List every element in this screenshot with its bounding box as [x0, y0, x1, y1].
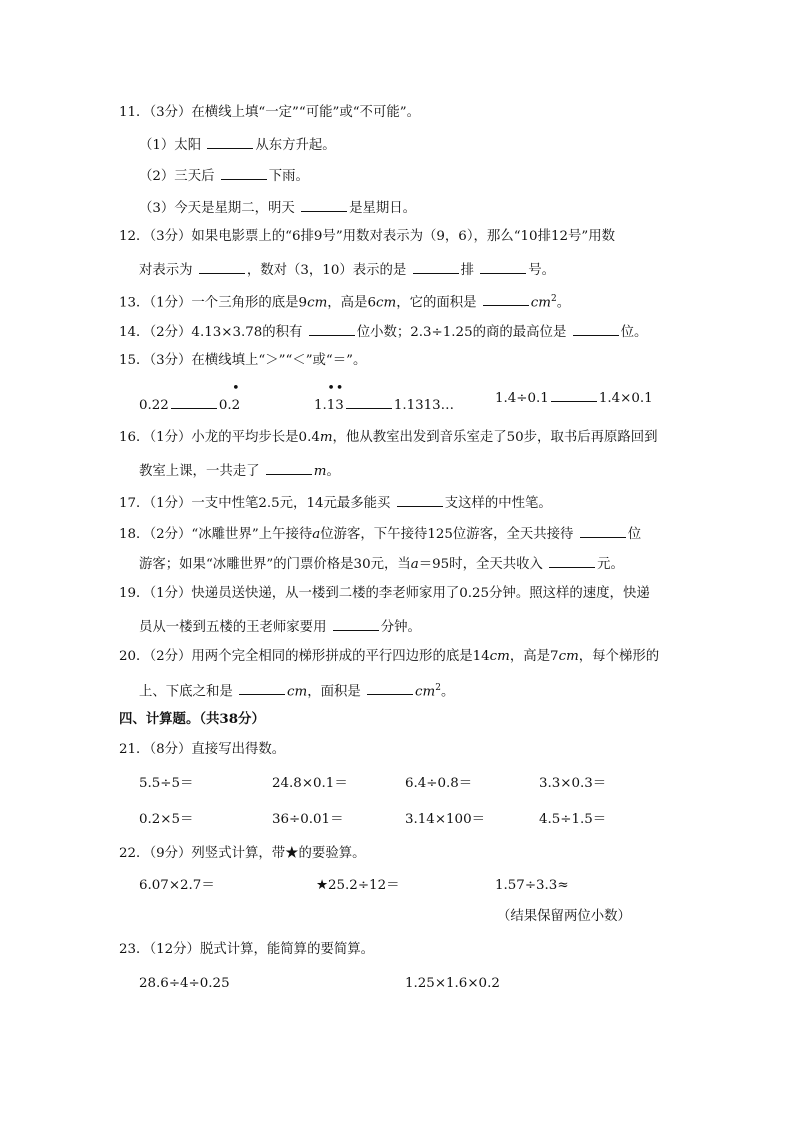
question-12-line-2	[139, 259, 555, 280]
question-18-line-1	[119, 523, 641, 544]
c2-repeat: 13	[326, 398, 344, 413]
question-21-stem: 21．（8分）直接写出得数。	[119, 742, 286, 757]
answer-blank[interactable]	[346, 394, 392, 409]
unit-cm: cm	[489, 649, 510, 664]
c1-left: 0.22	[139, 398, 169, 413]
question-20-line-2	[139, 679, 454, 701]
variable-a: a	[410, 557, 419, 572]
unit-m: m	[319, 430, 333, 445]
question-11-part-1	[139, 134, 336, 155]
question-19-line-1: 19．（1分）快递员送快递，从一楼到二楼的李老师家用了0.25分钟。照这样的速度，快递	[119, 586, 650, 601]
vertical-calc-item: 6.07×2.7＝	[139, 878, 215, 893]
q13-end: 。	[556, 295, 571, 311]
answer-blank[interactable]	[413, 259, 459, 274]
repeating-digits	[231, 381, 241, 415]
q18-text-c: 位	[627, 527, 642, 542]
question-16-line-2	[139, 460, 340, 481]
mental-calc-item: 6.4÷0.8＝	[405, 776, 473, 791]
answer-blank[interactable]	[480, 259, 526, 274]
vertical-calc-text: 25.2÷12＝	[328, 878, 400, 893]
q20-end: 。	[440, 684, 455, 700]
compare-1	[139, 381, 241, 415]
vertical-calc-item: 1.57÷3.3≈	[495, 878, 569, 893]
q20-text-d: 上、下底之和是	[139, 684, 237, 700]
q12-text-d: 号。	[528, 263, 555, 278]
answer-blank[interactable]	[207, 134, 253, 149]
question-16-line-1	[119, 429, 658, 447]
question-11-part-2	[139, 165, 309, 186]
answer-blank[interactable]	[549, 553, 595, 568]
question-11-part-3	[139, 197, 416, 218]
question-18-line-2	[139, 553, 624, 574]
unit-cm: cm	[530, 295, 551, 311]
answer-blank[interactable]	[199, 259, 245, 274]
mental-calc-item: 3.14×100＝	[405, 812, 485, 827]
answer-blank[interactable]	[301, 197, 347, 212]
unit-cm: cm	[307, 295, 328, 311]
mental-calc-item: 3.3×0.3＝	[539, 776, 607, 791]
q11-p1-end: 从东方升起。	[255, 138, 336, 153]
question-20-line-1	[119, 648, 659, 666]
q20-text-b: ，高是7	[509, 649, 559, 664]
q12-text-b: ，数对（3，10）表示的是	[246, 263, 411, 278]
mental-calc-item: 4.5÷1.5＝	[539, 812, 607, 827]
repeat-dot: •	[232, 381, 240, 396]
q20-text-e: ，面积是	[307, 684, 366, 700]
step-calc-item: 28.6÷4÷0.25	[139, 976, 230, 991]
answer-blank[interactable]	[573, 321, 619, 336]
q12-text-c: 排	[460, 263, 479, 278]
c2-left: 1.	[314, 398, 327, 413]
mental-calc-item: 0.2×5＝	[139, 812, 194, 827]
unit-m: m	[313, 464, 327, 479]
rounding-note: （结果保留两位小数）	[497, 909, 631, 924]
q13-text-b: ，高是6	[327, 295, 376, 311]
repeat-dot: •	[327, 381, 335, 396]
question-14	[119, 321, 647, 342]
unit-cm: cm	[375, 295, 397, 311]
answer-blank[interactable]	[333, 616, 379, 631]
q17-text-a: 17．（1分）一支中性笔2.5元，14元最多能买	[119, 496, 395, 511]
section-title: 四、计算题。（共38分）	[119, 711, 265, 727]
q11-p2-text: （2）三天后	[139, 169, 219, 184]
q11-p2-end: 下雨。	[268, 169, 309, 184]
q11-p3-text: （3）今天是星期二，明天	[139, 201, 300, 216]
compare-2	[314, 381, 455, 415]
q19-text-b: 分钟。	[380, 620, 421, 635]
q18-text-b: 位游客，下午接待125位游客，全天共接待	[320, 527, 578, 542]
q22-text-a: 22．（9分）列竖式计算，带	[119, 846, 286, 861]
answer-blank[interactable]	[580, 523, 626, 538]
question-13	[119, 290, 570, 312]
c3-left: 1.4÷0.1	[495, 391, 549, 406]
c1-right: 0.	[218, 398, 232, 413]
q13-text-c: ，它的面积是	[396, 295, 481, 311]
q19-text-a: 员从一楼到五楼的王老师家要用	[139, 620, 331, 635]
q18-text-d: 游客；如果“冰雕世界”的门票价格是30元，当	[139, 557, 411, 572]
unit-cm: cm	[558, 649, 579, 664]
answer-blank[interactable]	[221, 165, 267, 180]
q11-p1-text: （1）太阳	[139, 138, 206, 153]
question-17	[119, 492, 552, 513]
answer-blank[interactable]	[171, 394, 217, 409]
mental-calc-item: 36÷0.01＝	[272, 812, 344, 827]
q18-text-f: 元。	[597, 557, 624, 572]
mental-calc-item: 5.5÷5＝	[139, 776, 194, 791]
question-12-line-1: 12．（3分）如果电影票上的“6排9号”用数对表示为（9，6），那么“10排12号”用数	[119, 229, 616, 244]
q17-text-b: 支这样的中性笔。	[444, 496, 552, 511]
q11-p3-end: 是星期日。	[349, 201, 417, 216]
q14-text-b: 位小数；2.3÷1.25的商的最高位是	[356, 325, 571, 340]
answer-blank[interactable]	[551, 387, 597, 402]
answer-blank[interactable]	[397, 492, 443, 507]
q18-text-a: 18．（2分）“冰雕世界”上午接待	[119, 527, 313, 542]
answer-blank[interactable]	[483, 291, 529, 306]
q12-text-a: 对表示为	[139, 263, 197, 278]
variable-a: a	[312, 527, 321, 542]
star-icon: ★	[285, 846, 299, 861]
q16-text-c: 教室上课，一共走了	[139, 464, 264, 479]
question-19-line-2	[139, 616, 421, 637]
q22-text-b: 的要验算。	[298, 846, 366, 861]
q16-end: 。	[326, 464, 340, 479]
unit-cm: cm	[287, 684, 308, 700]
answer-blank[interactable]	[309, 321, 355, 336]
repeating-digits	[326, 381, 344, 415]
unit-cm: cm	[415, 684, 436, 700]
question-15-stem: 15．（3分）在横线填上“＞”“＜”或“＝”。	[119, 353, 367, 368]
star-icon: ★	[316, 878, 329, 893]
q14-text-c: 位。	[620, 325, 648, 340]
superscript-2: 2	[435, 683, 441, 693]
superscript-2: 2	[551, 294, 557, 304]
question-23-stem: 23．（12分）脱式计算，能简算的要简算。	[119, 942, 375, 957]
answer-blank[interactable]	[367, 680, 413, 695]
vertical-calc-item	[316, 877, 399, 895]
q14-text-a: 14．（2分）4.13×3.78的积有	[119, 325, 307, 340]
q16-text-b: ，他从教室出发到音乐室走了50步，取书后再原路回到	[332, 430, 658, 445]
q18-text-e: ＝95时，全天共收入	[418, 557, 548, 572]
answer-blank[interactable]	[266, 460, 312, 475]
question-22-stem	[119, 845, 366, 863]
q13-text-a: 13．（1分）一个三角形的底是9	[119, 295, 308, 311]
c3-right: 1.4×0.1	[598, 391, 653, 406]
answer-blank[interactable]	[239, 680, 285, 695]
question-11-stem: 11．（3分）在横线上填“一定”“可能”或“不可能”。	[119, 105, 420, 120]
step-calc-item: 1.25×1.6×0.2	[405, 976, 500, 991]
q20-text-c: ，每个梯形的	[578, 649, 660, 664]
c1-repeat: 2	[231, 398, 241, 413]
compare-3	[495, 387, 653, 408]
c2-right: 1.1313…	[393, 398, 455, 413]
repeat-dot: •	[335, 381, 344, 396]
mental-calc-item: 24.8×0.1＝	[272, 776, 348, 791]
q20-text-a: 20．（2分）用两个完全相同的梯形拼成的平行四边形的底是14	[119, 649, 490, 664]
q16-text-a: 16．（1分）小龙的平均步长是0.4	[119, 430, 320, 445]
